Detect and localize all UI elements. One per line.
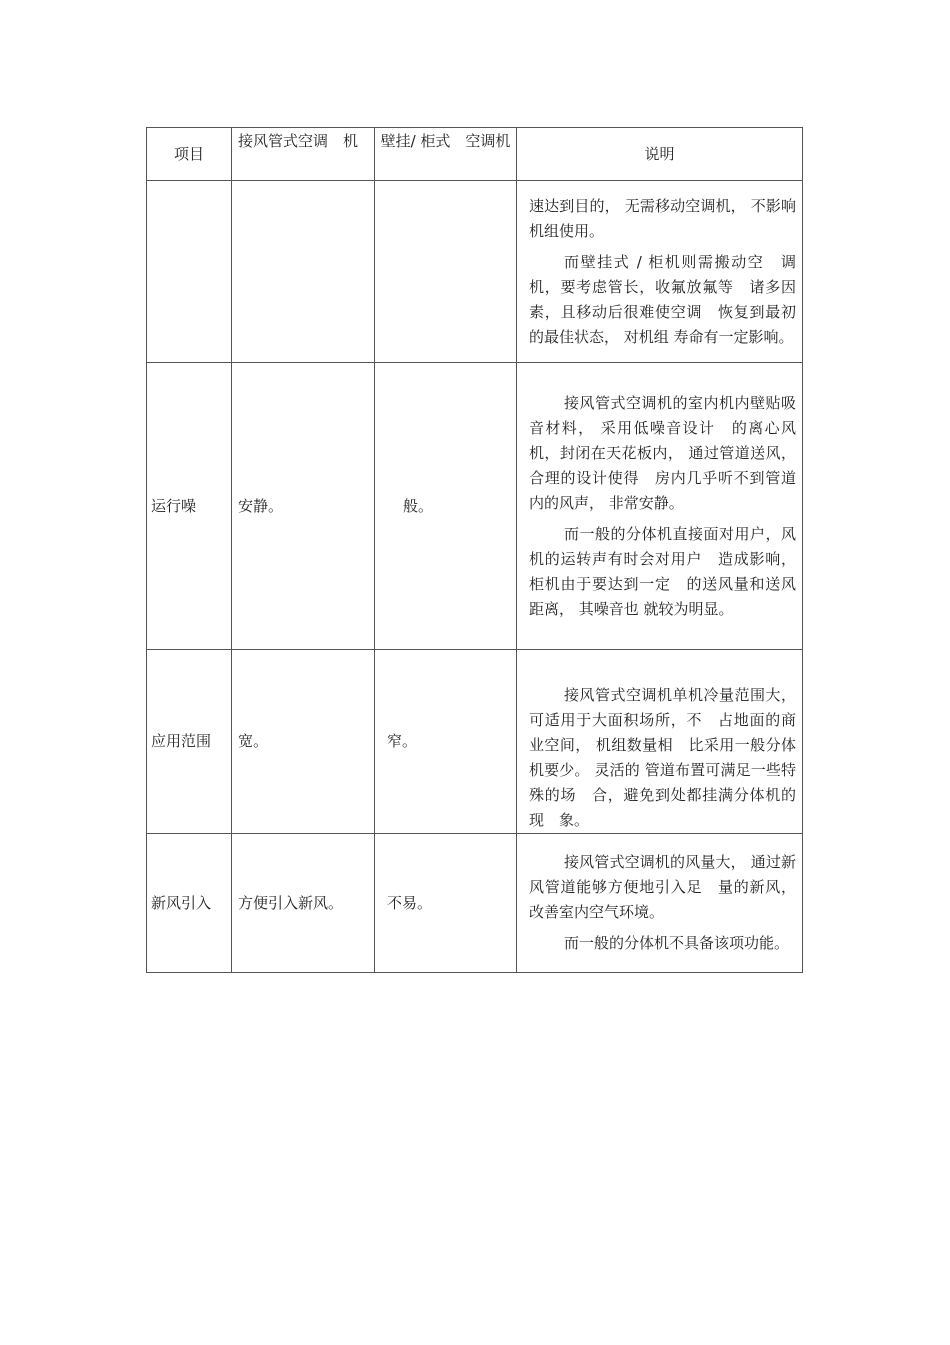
comparison-table bbox=[146, 127, 803, 973]
row-description bbox=[517, 363, 803, 650]
table-row bbox=[147, 363, 803, 650]
row-duct-value bbox=[232, 181, 375, 363]
row-wall-value: 般。 bbox=[375, 363, 517, 650]
description-paragraph: 而壁挂式 / 柜机则需搬动空 调机，要考虑管长，收氟放氟等 诸多因素，且移动后很难使空调 恢复到最初的最佳状态， 对机组 寿命有一定影响。 bbox=[529, 252, 796, 346]
description-paragraph: 接风管式空调机单机冷量范围大，可适用于大面积场所，不 占地面的商业空间， 机组数量相 比采用一般分体机要少。 灵活的 管道布置可满足一些特殊的场 合，避免到处都挂满分体机的现 象。 bbox=[529, 686, 796, 829]
row-description bbox=[517, 181, 803, 363]
row-item-label bbox=[147, 181, 232, 363]
header-duct-ac: 接风管式空调 机 bbox=[232, 128, 375, 181]
table-header-row bbox=[147, 128, 803, 181]
row-item-label: 应用范围 bbox=[147, 650, 232, 834]
row-duct-value: 安静。 bbox=[232, 363, 375, 650]
table-row bbox=[147, 650, 803, 834]
description-paragraph: 速达到目的， 无需移动空调机， 不影响机组使用。 bbox=[529, 196, 796, 240]
description-paragraph: 而一般的分体机直接面对用户，风机的运转声有时会对用户 造成影响，柜机由于要达到一定 的送风量和送风距离， 其噪音也 就较为明显。 bbox=[529, 524, 796, 618]
description-paragraph: 接风管式空调机的室内机内壁贴吸音材料， 采用低噪音设计 的离心风机，封闭在天花板内， 通过管道送风，合理的设计使得 房内几乎听不到管道内的风声， 非常安静。 bbox=[529, 393, 796, 512]
row-description bbox=[517, 650, 803, 834]
row-wall-value: 不易。 bbox=[375, 834, 517, 973]
description-paragraph: 接风管式空调机的风量大， 通过新风管道能够方便地引入足 量的新风，改善室内空气环境。 bbox=[529, 853, 796, 921]
header-description: 说明 bbox=[517, 128, 803, 181]
row-wall-value bbox=[375, 181, 517, 363]
description-paragraph: 而一般的分体机不具备该项功能。 bbox=[564, 934, 790, 952]
header-wall-cabinet-ac: 壁挂/ 柜式 空调机 bbox=[375, 128, 517, 181]
row-wall-value: 窄。 bbox=[375, 650, 517, 834]
row-item-label: 运行噪 bbox=[147, 363, 232, 650]
row-duct-value: 宽。 bbox=[232, 650, 375, 834]
table-row bbox=[147, 181, 803, 363]
row-duct-value: 方便引入新风。 bbox=[232, 834, 375, 973]
header-item: 项目 bbox=[147, 128, 232, 181]
table-row bbox=[147, 834, 803, 973]
row-item-label: 新风引入 bbox=[147, 834, 232, 973]
row-description bbox=[517, 834, 803, 973]
